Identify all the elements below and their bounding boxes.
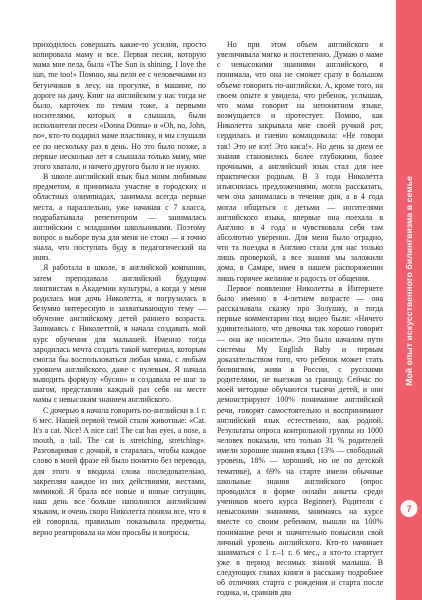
paragraph: Я работала в школе, в английской компании, затем преподавала английский будущим лингвистам в Академии культуры, а когда у меня родилась моя дочь Николетта, я погрузилась в безумно интересную и захватывающую тему — обучение английскому детей раннего возраста. Занимаясь с Николеттой, я начала создавать мой курс обучения для малышей. Именно тогда зародилась мечта создать такой материал, которым смогла бы воспользоваться любая мама, с любым уровнем английского, даже с нулевым. Я начала выводить формулу «бусин» и создавала ее шаг за шагом, представляя каждый раз себя на месте мамы с невысоким знанием английского. bbox=[33, 263, 206, 405]
left-text-column bbox=[33, 40, 206, 538]
chapter-sidebar bbox=[396, 0, 422, 600]
page-number: 7 bbox=[401, 500, 418, 517]
paragraph: приходилось совершать какие-то усилия, просто копировала маму и все. Первая песня, которую мама мне пела, была «The Sun is shining, I love the sun, me too!» Помню, мы пели ее с человечками из бегунчиков в лесу, на прогулке, в машине, по дороге на дачу. Книг на английском у нас тогда не было, карточек по темам тоже, а первыми носителями, которых я слышала, были исполнители песен «Donna Donna» и «Oh, no, John, no», кто-то подарил маме пластинку, и мы слушали ее по нескольку раз в день. Но это было позже, а первые несколько лет я слышала только маму, мне этого хватало, и ничего другого было и не нужно. bbox=[33, 40, 206, 171]
paragraph: Первое появление Николетты в Интернете было именно в 4-летнем возрасте — она рассказывала сказку про Золушку, и тогда первые комментарии под видео были: «Ничего удивительного, что девочка так хорошо говорит — она же носитель». Это было началом пути системы My English Baby и первым доказательством того, что ребенок может стать билингвом, живя в России, с русскими родителями, не выезжая за границу. Сейчас по моей методике обучаются тысячи детей, и они демонстрируют 100% понимание английской речи, говорят самостоятельно и воспринимают английский язык естественно, как родной. Результаты опроса контрольной группы из 1000 человек показали, что только 31 % родителей имели хорошие знания языка (13% — свободный уровень, 18% — хороший, но не по детской тематике), а 69% на старте имели обычные школьные знания английского (опрос проводился в форме онлайн анкеты среди учеников моего курса Beginner). Родители с невысокими знаниями, занимаясь на курсе вместе со своим ребенком, вышли на 100% понимание речи и значительно повысили свой личный уровень английского. Кто-то начинает заниматься с 1 г.–1 г. 6 мес., а кто-то стартует уже в период весомых знаний малыша. В следующих главах книги я расскажу подробнее об отличиях старта с рождения и старта после годика, и, сравнив два bbox=[217, 283, 383, 598]
paragraph: Но при этом объем английского я увеличивала мягко и постепенно. Думаю о маме с невысокими знаниями английского, я понимала, что она не сможет сразу в большом объеме говорить по-английски. А, кроме того, на своем опыте я увидела, что ребенок, услышав, что мама говорит на непонятном языке, возмущается и протестует. Помню, как Николетта закрывала мне своей ручкой рот, сердилась и гневно командовала: «Не говори так! Это не кэт! Это киса!». Но день за днем ее знания становились более глубокими, более прочными, а английский язык стал для нее практически родным. В 3 года Николетта изъяснялась предложениями, могла рассказать, чем она занималась в течение дня, а в 4 года могла общаться с детьми — носителями английского языка, впервые она поехала в Англию в 4 года и чувствовала себя там абсолютно уверенно. Для меня было отрадно, что та поездка в Англию стала для нас только лишь проверкой, а все знания мы заложили дома, в Самаре, имея в нашем распоряжении лишь горячее желание и радость от общения. bbox=[217, 40, 383, 283]
right-text-column bbox=[217, 40, 383, 599]
paragraph: С дочерью я начала говорить по-английски в 1 г. 6 мес. Нашей первой темой стали животные: «Cat. It's a cat. Nice! A nice cat! The cat has eyes, a nose, a mouth, a tail. The cat is stretching, stretching». Разговаривая с дочкой, я старалась, чтобы каждое слово в моей фразе ей было понятно без перевода, для этого я вводила слова последовательно, закрепляя каждое из них действиями, жестами, мимикой. Я брала все новые и новые ситуации, наш день все больше наполнялся английским языком, и очень скоро Николетта поняла все, что я ей говорила, правильно показывала предметы, верно реагировала на мои просьбы и вопросы. bbox=[33, 405, 206, 537]
paragraph: В школе английский язык был моим любимым предметом, я принимала участие в городских и областных олимпиадах, занимала всегда первые места, а параллельно, уже начиная с 7 класса, подрабатывала репетитором — занималась английским с младшими школьниками. Поэтому вопрос о выборе вуза для меня не стоял — я точно знала, что поступать буду в педагогический на иняз. bbox=[33, 172, 206, 263]
chapter-title: Мой опыт искусственного билингвизма в семье bbox=[404, 176, 414, 386]
